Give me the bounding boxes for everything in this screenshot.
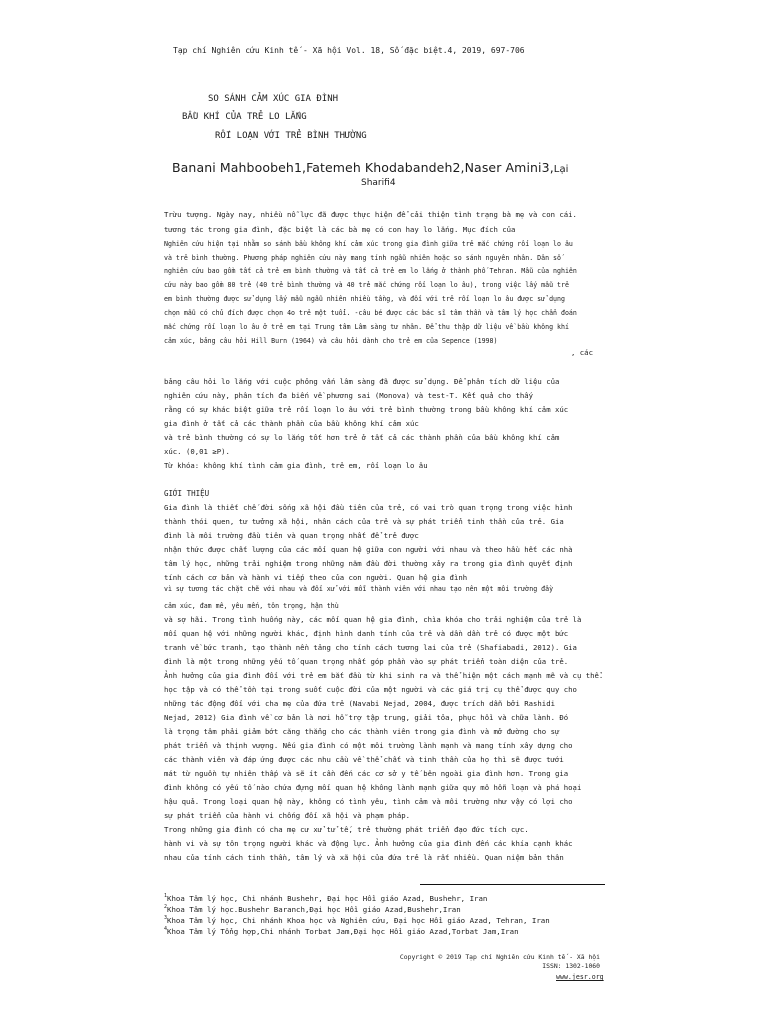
author-4: Lại: [553, 164, 569, 175]
journal-website-link[interactable]: www.jesr.org: [556, 973, 604, 981]
footnote-1: [164, 893, 487, 903]
author-2-affiliation-mark: 2: [452, 160, 461, 175]
author-1-affiliation-mark: 1: [293, 160, 302, 175]
footnote-3: [164, 915, 550, 925]
author-4-continued: [361, 178, 396, 188]
section-heading: GIỚI THIỆU: [164, 489, 210, 498]
keywords: Từ khóa: không khí tình cảm gia đình, trẻ em, rối loạn lo âu: [164, 461, 428, 470]
body-line: Trong những gia đình có cha mẹ cư xử tử tế, trẻ thường phát triển đạo đức tích cực.: [164, 825, 529, 834]
abstract-line: chọn mẫu có chủ đích được chọn 4o trẻ một tuổi. -câu bé được các bác sĩ tâm thần và tâm lý học chẩn đoán: [164, 309, 577, 317]
author-2: Fatemeh Khodabandeh: [306, 160, 453, 175]
author-separator: ,: [549, 160, 554, 175]
author-3-affiliation-mark: 3: [541, 160, 550, 175]
body-line: đình không có yếu tố nào chứa đựng mối quan hệ không lành mạnh giữa quy mô hỗn loạn và phá hoại: [164, 783, 582, 792]
body-line: thành thói quen, tư tưởng xã hội, nhân cách của trẻ và sự phát triển tinh thần của trẻ. Gia: [164, 517, 564, 526]
abstract-line: rằng có sự khác biệt giữa trẻ rối loạn lo âu với trẻ bình thường trong bầu không khí cảm xúc: [164, 405, 569, 414]
abstract-line-tail: , các: [571, 348, 593, 357]
author-separator: ,: [460, 160, 465, 175]
body-line: nhận thức được chất lượng của các mối quan hệ giữa con người với nhau và theo hầu hết các nhà: [164, 545, 573, 554]
body-line: mối quan hệ với những người khác, định hình danh tính của trẻ và dần dần trẻ có được một bức: [164, 629, 569, 638]
footnote-number: 1: [164, 893, 168, 899]
body-line: các thành viên và đáp ứng được các nhu cầu về thể chất và tinh thần của họ thì sẽ được tưới: [164, 755, 564, 764]
author-list: [172, 160, 569, 175]
footnote-text: Khoa Tâm lý học, Chi nhánh Bushehr, Đại học Hồi giáo Azad, Bushehr, Iran: [167, 894, 488, 903]
body-line: phát triển và thịnh vượng. Nếu gia đình có một môi trường lành mạnh và mang tính xây dựng cho: [164, 741, 573, 750]
footnote-divider: [420, 884, 605, 885]
abstract-line: bảng câu hỏi lo lắng với cuộc phỏng vấn lâm sàng đã được sử dụng. Để phân tích dữ liệu của: [164, 377, 560, 386]
footnote-number: 2: [164, 904, 168, 910]
body-line: Ảnh hưởng của gia đình đối với trẻ em bắt đầu từ khi sinh ra và thể hiện một cách mạnh mẽ và cụ thể.: [164, 671, 604, 680]
body-line: đình là một trong những yếu tố quan trọng nhất góp phần vào sự phát triển toàn diện của trẻ.: [164, 657, 569, 666]
footnote-number: 4: [164, 926, 168, 932]
footnote-2: [164, 904, 461, 914]
abstract-line: cảm xúc, bảng câu hỏi Hill Burn (1964) và câu hỏi dành cho trẻ em của Sepence (1998): [164, 337, 498, 345]
abstract-line: nghiên cứu này, phân tích đa biến về phương sai (Monova) và test-T. Kết quả cho thấy: [164, 391, 534, 400]
abstract-line: tương tác trong gia đình, đặc biệt là các bà mẹ có con hay lo lắng. Mục đích của: [164, 225, 516, 234]
body-line: cảm xúc, đam mê, yêu mến, tôn trọng, hận thù: [164, 602, 339, 610]
abstract-line: xúc. (0,01 ≥P).: [164, 447, 230, 456]
footnote-4: [164, 926, 519, 936]
body-line: hậu quả. Trong loại quan hệ này, không có tình yêu, tình cảm và môi trường như vậy có lợi cho: [164, 797, 573, 806]
abstract-line: Trừu tượng. Ngày nay, nhiều nỗ lực đã được thực hiện để cải thiện tình trạng bà mẹ và con cái.: [164, 210, 577, 219]
title-line-1: SO SÁNH CẢM XÚC GIA ĐÌNH: [208, 94, 339, 104]
abstract-line: mắc chứng rối loạn lo âu ở trẻ em tại Trung tâm Lâm sàng tư nhân. Để thu thập dữ liệu về bầu không khí: [164, 323, 569, 331]
author-3: Naser Amini: [464, 160, 542, 175]
body-line: mát từ nguồn tự nhiên thấp và sẽ ít cần đến các cơ sở y tế bên ngoài gia đình hơn. Trong gia: [164, 769, 569, 778]
body-line: học tập và có thể tồn tại trong suốt cuộc đời của một người và các giá trị cụ thể được quy cho: [164, 685, 577, 694]
body-line: và sợ hãi. Trong tình huống này, các mối quan hệ gia đình, chìa khóa cho trải nghiệm của trẻ là: [164, 615, 582, 624]
title-line-3: RỐI LOẠN VỚI TRẺ BÌNH THƯỜNG: [215, 131, 367, 141]
footnote-text: Khoa Tâm lý Tổng hợp,Chi nhánh Torbat Jam,Đại học Hồi giáo Azad,Torbat Jam,Iran: [167, 927, 519, 936]
body-line: những tác động đối với cha mẹ của đứa trẻ (Navabi Nejad, 2004, được trích dẫn bởi Rashidi: [164, 699, 555, 708]
abstract-line: cứu này bao gồm 80 trẻ (40 trẻ bình thường và 40 trẻ mắc chứng rối loạn lo âu), trong việc lấy mẫu trẻ: [164, 281, 569, 289]
author-4-affiliation-mark: 4: [389, 178, 396, 188]
author-4-surname: Sharifi: [361, 178, 390, 188]
body-line: tâm lý học, những trải nghiệm trong những năm đầu đời thường xảy ra trong gia đình quyết định: [164, 559, 573, 568]
author-separator: ,: [302, 160, 307, 175]
body-line: Gia đình là thiết chế đời sống xã hội đầu tiên của trẻ, có vai trò quan trọng trong việc hình: [164, 503, 573, 512]
abstract-line: và trẻ bình thường. Phương pháp nghiên cứu này mang tính ngẫu nhiên hoặc so sánh nguyên nhân. Dân số: [164, 254, 561, 262]
body-line: là trọng tâm phải giảm bớt căng thẳng cho các thành viên trong gia đình và mở đường cho sự: [164, 727, 560, 736]
body-line: sự phát triển của hành vi chống đối xã hội và phạm pháp.: [164, 811, 411, 820]
body-line: đình là môi trường đầu tiên và quan trọng nhất để trẻ được: [164, 531, 419, 540]
body-line: tranh về bức tranh, tạo thành nền tảng cho tính cách tương lai của trẻ (Shafiabadi, 2012). Gia: [164, 643, 577, 652]
footnote-number: 3: [164, 915, 168, 921]
abstract-line: nghiên cứu bao gồm tất cả trẻ em bình thường và tất cả trẻ em lo lắng ở thành phố Tehran. Mẫu của nghiên: [164, 267, 577, 275]
body-line: vì sự tương tác chặt chẽ với nhau và đối xử với mỗi thành viên với nhau tạo nên một môi trường đầy: [164, 585, 554, 593]
body-line: Nejad, 2012) Gia đình về cơ bản là nơi hỗ trợ tập trung, giải tỏa, phục hồi và chữa lành. Đó: [164, 713, 569, 722]
title-line-2: BẦU KHÍ CỦA TRẺ LO LẮNG: [182, 112, 307, 122]
footnote-text: Khoa Tâm lý học, Chi nhánh Khoa học và Nghiên cứu, Đại học Hồi giáo Azad, Tehran, Iran: [167, 916, 550, 925]
body-line: hành vi và sự tôn trọng người khác và động lực. Ảnh hưởng của gia đình đến các khía cạnh khác: [164, 839, 573, 848]
body-line: nhau của tính cách tinh thần, tâm lý và xã hội của đứa trẻ là rất nhiều. Quan niệm bản thân: [164, 853, 564, 862]
issn-number: ISSN: 1302-1060: [542, 962, 600, 970]
body-line: tính cách cơ bản và hành vi tiếp theo của con người. Quan hệ gia đình: [164, 573, 468, 582]
journal-header: Tạp chí Nghiên cứu Kinh tế - Xã hội Vol. 18, Số đặc biệt.4, 2019, 697-706: [173, 46, 525, 55]
abstract-line: em bình thường được sử dụng lấy mẫu ngẫu nhiên nhiều tầng, và đối với trẻ rối loạn lo âu được sử dụng: [164, 295, 565, 303]
copyright-notice: Copyright © 2019 Tạp chí Nghiên cứu Kinh tế - Xã hội: [399, 953, 600, 961]
author-1: Banani Mahboobeh: [172, 160, 294, 175]
abstract-line: và trẻ bình thường có sự lo lắng tốt hơn trẻ ở tất cả các thành phần của bầu không khí cảm: [164, 433, 560, 442]
abstract-line: gia đình ở tất cả các thành phần của bầu không khí cảm xúc: [164, 419, 419, 428]
abstract-line: Nghiên cứu hiện tại nhằm so sánh bầu không khí cảm xúc trong gia đình giữa trẻ mắc chứng rối loạn lo âu: [164, 240, 573, 248]
footnote-text: Khoa Tâm lý học.Bushehr Baranch,Đại học Hồi giáo Azad,Bushehr,Iran: [167, 905, 461, 914]
